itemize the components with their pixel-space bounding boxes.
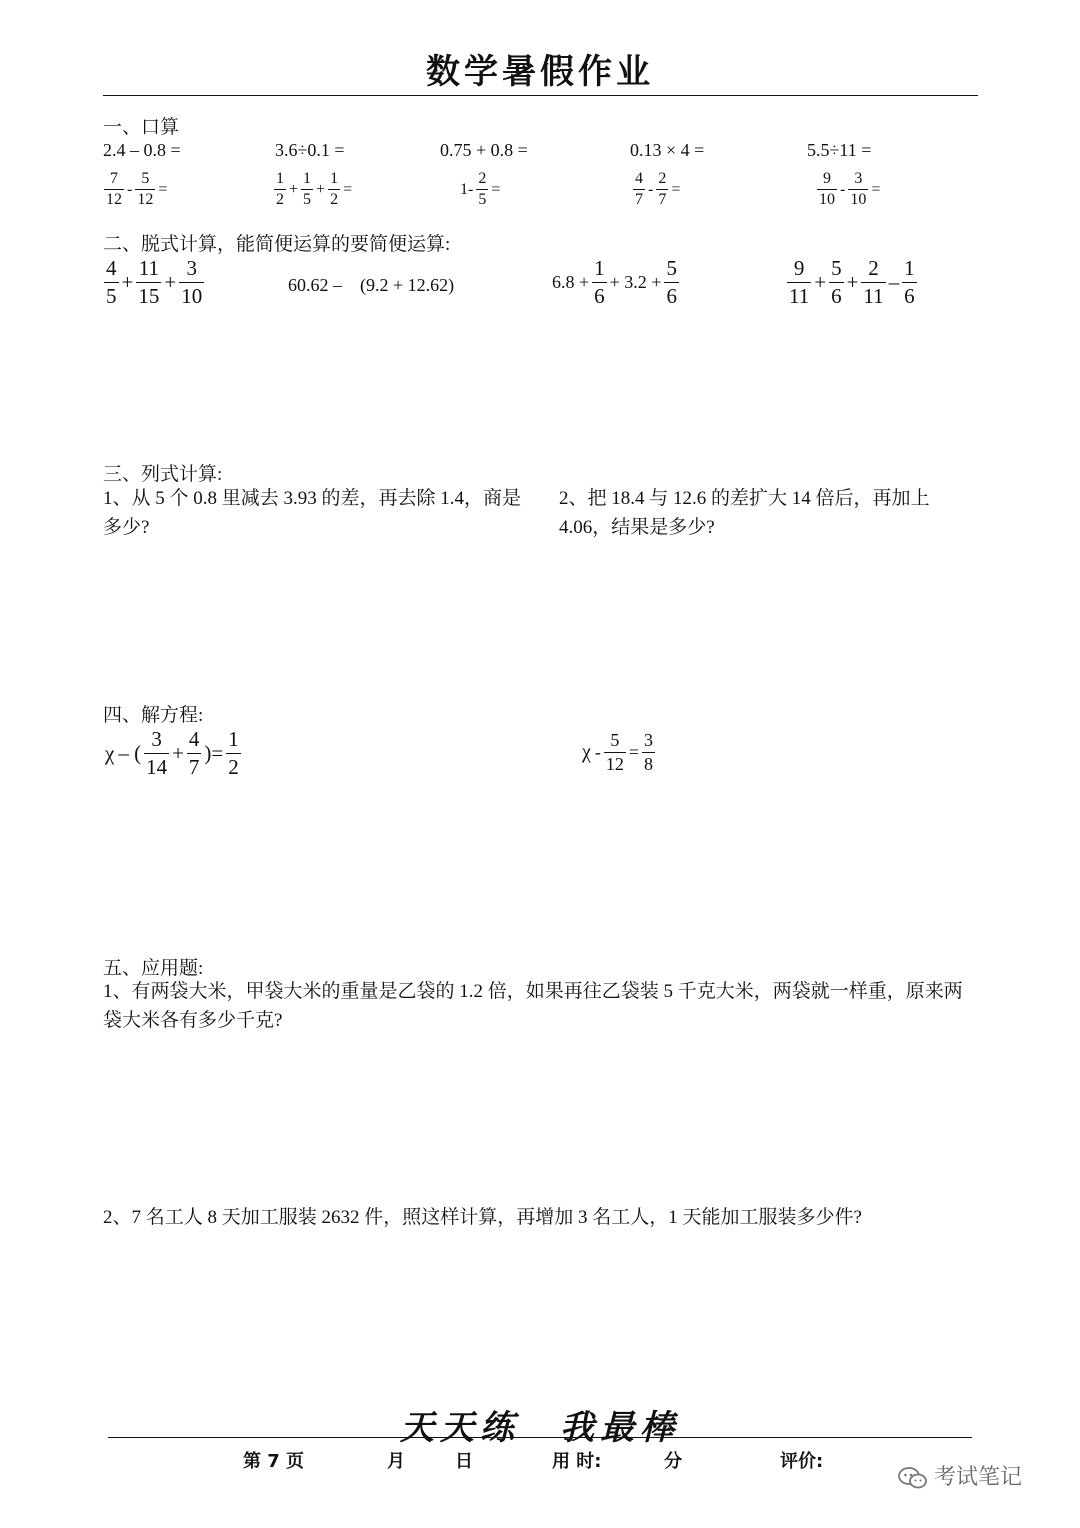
section-heading-listed: 三、列式计算:: [103, 464, 223, 485]
oral-problem-3: 0.75 + 0.8 =: [440, 140, 528, 160]
fraction: $\frac{11}{15}$: [138, 256, 160, 308]
fraction: $\frac{1}{6}$: [594, 256, 605, 308]
footer-time-label: 用 时:: [552, 1451, 602, 1472]
fraction: $\frac{4}{7}$: [635, 170, 643, 208]
fraction: $\frac{3}{10}$: [850, 170, 867, 208]
fraction: $\frac{1}{2}$: [228, 727, 239, 779]
fraction: $\frac{1}{6}$: [904, 256, 915, 308]
stepwise-problem-4: $\frac{9}{11}$ + $\frac{5}{6}$ + $\frac{2}{11}$ – $\frac{1}{6}$: [789, 256, 915, 308]
oral-problem-4: 0.13 × 4 =: [630, 140, 705, 160]
section-heading-applied: 五、应用题:: [103, 958, 204, 979]
listed-question-1: 1、从 5 个 0.8 里减去 3.93 的差，再去除 1.4，商是多少?: [103, 488, 522, 538]
watermark: [898, 1460, 1022, 1491]
fraction: $\frac{5}{12}$: [605, 730, 624, 774]
watermark-text: 考试笔记: [934, 1465, 1023, 1490]
oral-problem-1: 2.4 – 0.8 =: [103, 140, 181, 160]
fraction: $\frac{2}{7}$: [658, 170, 667, 208]
applied-question-1: 1、有两袋大米，甲袋大米的重量是乙袋的 1.2 倍，如果再往乙袋装 5 千克大米，两袋就一样重，原来两袋大米各有多少千克?: [103, 981, 963, 1031]
fraction: $\frac{4}{5}$: [106, 256, 117, 308]
section-heading-stepwise: 二、脱式计算，能简便运算的要简便运算:: [103, 234, 451, 255]
stepwise-problem-2: 60.62 – (9.2 + 12.62): [288, 275, 455, 295]
fraction: $\frac{4}{7}$: [188, 727, 200, 779]
stepwise-problem-1: $\frac{4}{5}$ + $\frac{11}{15}$ + $\frac{3}{10}$: [106, 256, 203, 308]
equation-1: χ – ( $\frac{3}{14}$ + $\frac{4}{7}$ )= $\frac{1}{2}$: [105, 727, 239, 779]
fraction: $\frac{9}{10}$: [819, 170, 835, 208]
page-title: 数学暑假作业: [426, 52, 654, 92]
applied-question-2: 2、7 名工人 8 天加工服装 2632 件，照这样计算，再增加 3 名工人，1 天能加工服装多少件?: [103, 1207, 862, 1228]
slogan: 天天练 我最棒: [400, 1408, 680, 1448]
footer-rating: 评价:: [780, 1451, 824, 1472]
oral-problem-10: $\frac{9}{10}$ - $\frac{3}{10}$ =: [819, 170, 881, 208]
fraction: $\frac{1}{2}$: [276, 170, 284, 208]
footer-day: 日: [455, 1451, 473, 1472]
oral-problem-8: 1- $\frac{2}{5}$ =: [460, 170, 501, 208]
fraction: $\frac{2}{5}$: [478, 170, 487, 208]
fraction: $\frac{1}{2}$: [330, 170, 339, 208]
equation-2: χ - $\frac{5}{12}$ = $\frac{3}{8}$: [582, 730, 654, 774]
footer-rule: [108, 1437, 972, 1438]
oral-problem-7: $\frac{1}{2}$ + $\frac{1}{5}$ + $\frac{1}{2}$ =: [276, 170, 353, 208]
fraction: $\frac{5}{6}$: [831, 256, 842, 308]
footer-page: 第 7 页: [243, 1451, 305, 1472]
footer-minutes: 分: [664, 1451, 682, 1472]
fraction: $\frac{5}{12}$: [137, 170, 154, 208]
fraction: $\frac{2}{11}$: [863, 256, 884, 308]
title-rule: [103, 95, 978, 96]
section-heading-oral: 一、口算: [103, 117, 180, 138]
fraction: $\frac{3}{8}$: [644, 730, 654, 774]
fraction: $\frac{3}{14}$: [146, 727, 168, 779]
oral-problem-5: 5.5÷11 =: [807, 140, 872, 160]
fraction: $\frac{7}{12}$: [106, 170, 122, 208]
footer-month: 月: [387, 1451, 405, 1472]
fraction: $\frac{5}{6}$: [666, 256, 677, 308]
oral-problem-9: $\frac{4}{7}$ - $\frac{2}{7}$ =: [635, 170, 681, 208]
stepwise-problem-3: 6.8 + $\frac{1}{6}$ + 3.2 + $\frac{5}{6}$: [552, 256, 677, 308]
oral-problem-6: $\frac{7}{12}$ - $\frac{5}{12}$ =: [106, 170, 168, 208]
fraction: $\frac{3}{10}$: [181, 256, 203, 308]
fraction: $\frac{1}{5}$: [303, 170, 312, 208]
fraction: $\frac{9}{11}$: [789, 256, 810, 308]
section-heading-equations: 四、解方程:: [103, 705, 204, 726]
chat-bubbles-icon: [898, 1467, 928, 1489]
oral-problem-2: 3.6÷0.1 =: [275, 140, 345, 160]
listed-question-2: 2、把 18.4 与 12.6 的差扩大 14 倍后，再加上 4.06，结果是多少?: [559, 488, 930, 538]
